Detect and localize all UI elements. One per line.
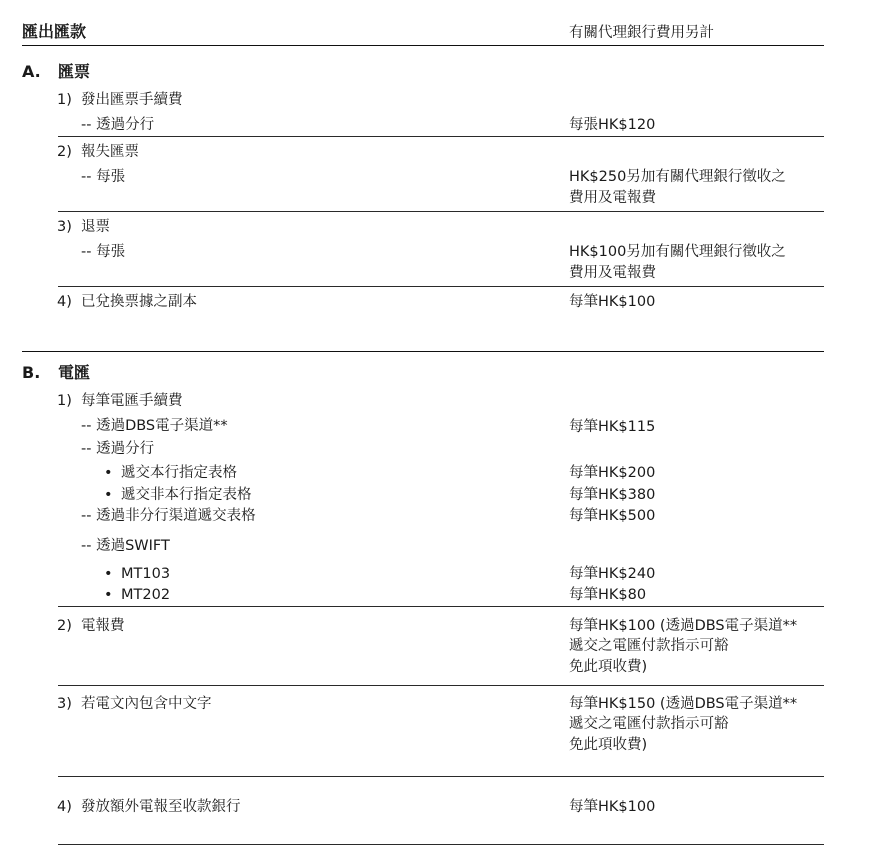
- a3-fee-line2: 費用及電報費: [569, 265, 656, 281]
- section-b-title: 電匯: [58, 363, 91, 382]
- row-divider: [58, 685, 824, 686]
- b3-fee-line1: 每筆HK$150 (透過DBS電子渠道**: [569, 696, 798, 712]
- row-divider: [58, 136, 824, 137]
- b1-dbs-label: -- 透過DBS電子渠道**: [81, 418, 228, 434]
- header-note: 有關代理銀行費用另計: [569, 25, 714, 41]
- b4-fee: 每筆HK$100: [569, 799, 656, 815]
- b1-branch-a-fee: 每筆HK$200: [569, 465, 656, 481]
- b2-fee-line2: 遞交之電匯付款指示可豁: [569, 638, 729, 654]
- a2-sub-label: -- 每張: [81, 169, 126, 185]
- a1-label: 發出匯票手續費: [81, 92, 183, 108]
- b1-mt103-label: MT103: [121, 566, 171, 582]
- header-divider: [22, 45, 824, 46]
- b3-fee-line2: 遞交之電匯付款指示可豁: [569, 716, 729, 732]
- a3-sub-label: -- 每張: [81, 244, 126, 260]
- a3-label: 退票: [81, 219, 110, 235]
- bullet: •: [104, 587, 113, 603]
- b4-label: 發放額外電報至收款銀行: [81, 799, 241, 815]
- bullet: •: [104, 487, 113, 503]
- b1-swift-label: -- 透過SWIFT: [81, 538, 170, 554]
- row-divider: [58, 606, 824, 607]
- a2-fee-line2: 費用及電報費: [569, 190, 656, 206]
- b1-branch-a-label: 遞交本行指定表格: [121, 465, 237, 481]
- b1-mt202-label: MT202: [121, 587, 171, 603]
- a4-number: 4): [57, 294, 72, 310]
- a1-fee: 每張HK$120: [569, 117, 656, 133]
- b1-nonbranch-label: -- 透過非分行渠道遞交表格: [81, 508, 256, 524]
- b1-branch-b-label: 遞交非本行指定表格: [121, 487, 252, 503]
- b2-fee-line1: 每筆HK$100 (透過DBS電子渠道**: [569, 618, 798, 634]
- a1-number: 1): [57, 92, 72, 108]
- row-divider: [58, 286, 824, 287]
- bullet: •: [104, 566, 113, 582]
- b1-dbs-fee: 每筆HK$115: [569, 419, 656, 435]
- page-title: 匯出匯款: [22, 22, 87, 41]
- b1-branch-label: -- 透過分行: [81, 441, 155, 457]
- section-a-title: 匯票: [58, 62, 91, 81]
- b3-label: 若電文內包含中文字: [81, 696, 212, 712]
- section-a-letter: A.: [22, 62, 41, 81]
- section-divider: [22, 351, 824, 352]
- a3-number: 3): [57, 219, 72, 235]
- b2-fee-line3: 免此項收費): [569, 659, 648, 675]
- b2-number: 2): [57, 618, 72, 634]
- row-divider: [58, 211, 824, 212]
- row-divider: [58, 844, 824, 845]
- a1-sub-label: -- 透過分行: [81, 117, 155, 133]
- section-b-letter: B.: [22, 363, 41, 382]
- b1-mt202-fee: 每筆HK$80: [569, 587, 647, 603]
- a4-label: 已兌換票據之副本: [81, 294, 197, 310]
- a2-fee-line1: HK$250另加有關代理銀行徵收之: [569, 169, 786, 185]
- b4-number: 4): [57, 799, 72, 815]
- b3-fee-line3: 免此項收費): [569, 737, 648, 753]
- a2-number: 2): [57, 144, 72, 160]
- b1-branch-b-fee: 每筆HK$380: [569, 487, 656, 503]
- a4-fee: 每筆HK$100: [569, 294, 656, 310]
- a3-fee-line1: HK$100另加有關代理銀行徵收之: [569, 244, 786, 260]
- bullet: •: [104, 465, 113, 481]
- b1-number: 1): [57, 393, 72, 409]
- row-divider: [58, 776, 824, 777]
- b1-mt103-fee: 每筆HK$240: [569, 566, 656, 582]
- b1-nonbranch-fee: 每筆HK$500: [569, 508, 656, 524]
- b2-label: 電報費: [81, 618, 125, 634]
- a2-label: 報失匯票: [81, 144, 139, 160]
- b1-label: 每筆電匯手續費: [81, 393, 183, 409]
- b3-number: 3): [57, 696, 72, 712]
